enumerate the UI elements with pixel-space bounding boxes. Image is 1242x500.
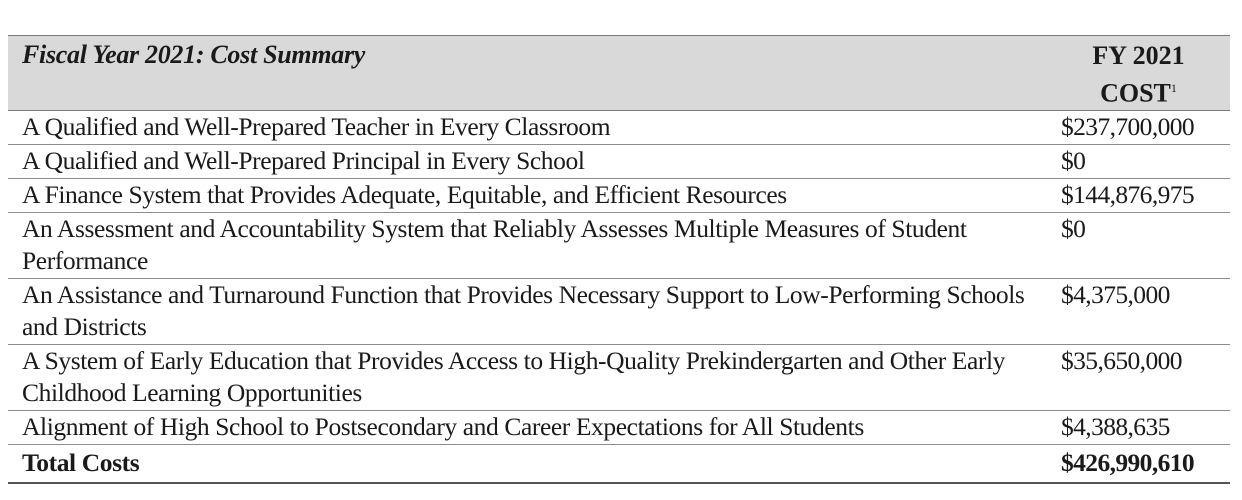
row-label: An Assessment and Accountability System that Reliably Assesses Multiple Measures of Student Performance	[8, 212, 1047, 278]
row-amount: $0	[1047, 144, 1230, 178]
row-amount: $4,375,000	[1047, 278, 1230, 344]
cost-header-line2: COST	[1100, 78, 1171, 108]
row-label: An Assistance and Turnaround Function that Provides Necessary Support to Low-Performing Schools and Districts	[8, 278, 1047, 344]
row-label: Alignment of High School to Postsecondary and Career Expectations for All Students	[8, 410, 1047, 444]
row-amount: $4,388,635	[1047, 410, 1230, 444]
table-row	[8, 110, 1230, 144]
table-row	[8, 410, 1230, 444]
cost-summary-table-container	[8, 35, 1230, 484]
row-amount: $144,876,975	[1047, 178, 1230, 212]
cost-summary-table	[8, 35, 1230, 484]
row-amount: $237,700,000	[1047, 110, 1230, 144]
table-row	[8, 212, 1230, 278]
cost-header-footnote: 1	[1170, 81, 1177, 95]
total-row	[8, 444, 1230, 483]
cost-column-header	[1047, 36, 1230, 111]
total-amount: $426,990,610	[1047, 444, 1230, 483]
row-label: A System of Early Education that Provides Access to High-Quality Prekindergarten and Other Early Childhood Learning Opportunities	[8, 344, 1047, 410]
row-amount: $35,650,000	[1047, 344, 1230, 410]
table-title: Fiscal Year 2021: Cost Summary	[8, 36, 1047, 111]
cost-header-line1: FY 2021	[1092, 41, 1185, 70]
table-row	[8, 144, 1230, 178]
table-header-row	[8, 36, 1230, 111]
table-row	[8, 178, 1230, 212]
table-row	[8, 278, 1230, 344]
row-label: A Qualified and Well-Prepared Principal in Every School	[8, 144, 1047, 178]
total-label: Total Costs	[8, 444, 1047, 483]
row-label: A Qualified and Well-Prepared Teacher in Every Classroom	[8, 110, 1047, 144]
table-row	[8, 344, 1230, 410]
row-amount: $0	[1047, 212, 1230, 278]
row-label: A Finance System that Provides Adequate, Equitable, and Efficient Resources	[8, 178, 1047, 212]
